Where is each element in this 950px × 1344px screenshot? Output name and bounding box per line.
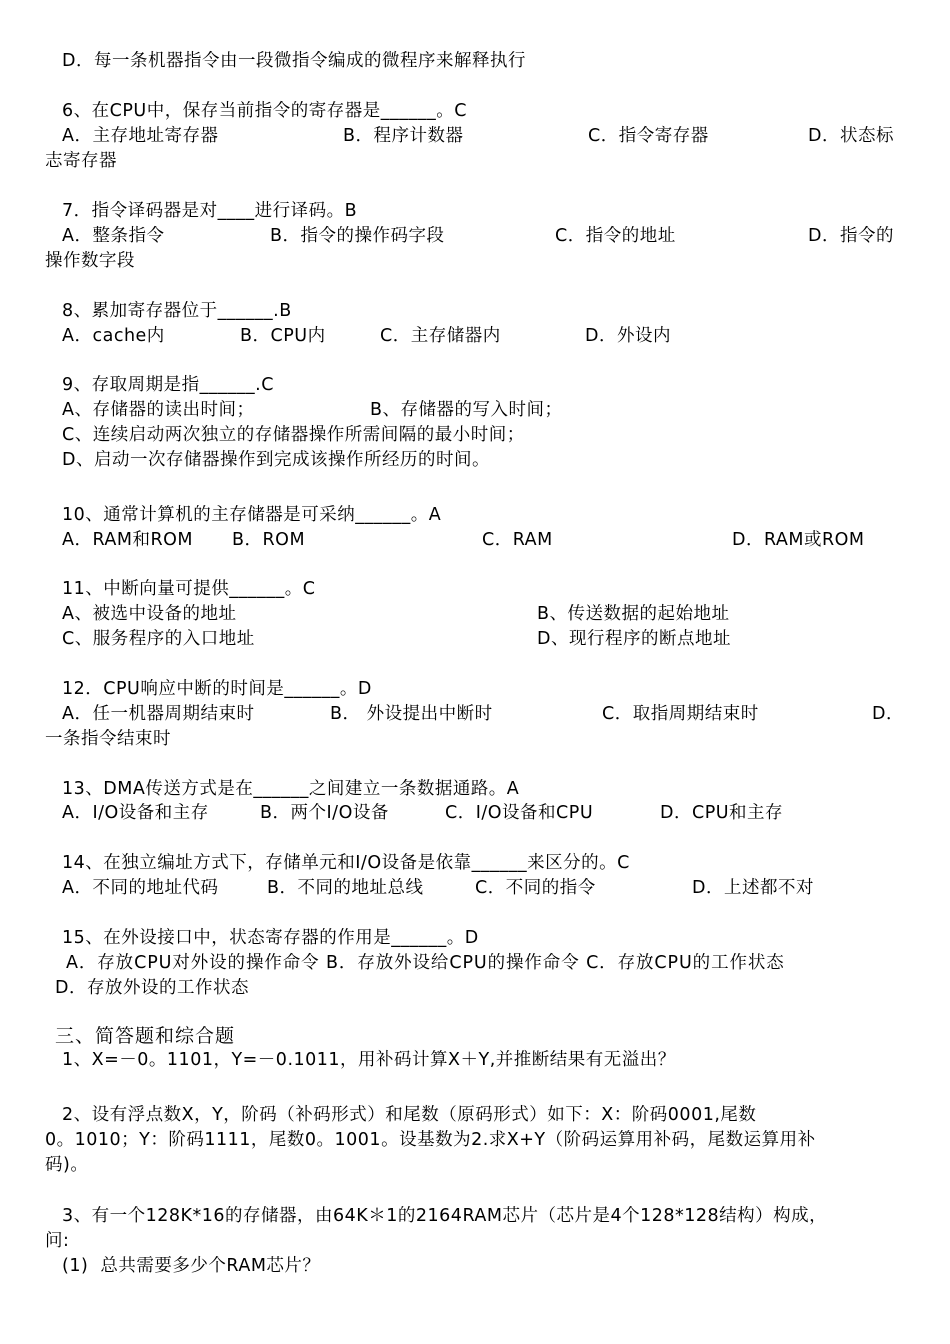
q6-stem: 6、在CPU中，保存当前指令的寄存器是______。C bbox=[62, 101, 467, 121]
q13-option-a: A．I/O设备和主存 bbox=[62, 803, 209, 823]
q9-option-b: B、存储器的写入时间； bbox=[370, 400, 563, 420]
q7-option-c: C．指令的地址 bbox=[555, 226, 676, 246]
q8-option-a: A．cache内 bbox=[62, 326, 165, 346]
s3-q3-line2: 问: bbox=[45, 1231, 70, 1251]
q12-option-c: C．取指周期结束时 bbox=[602, 704, 759, 724]
q10-option-a: A．RAM和ROM bbox=[62, 530, 194, 550]
q14-option-b: B．不同的地址总线 bbox=[267, 878, 424, 898]
q9-option-a: A、存储器的读出时间； bbox=[62, 400, 255, 420]
q8-option-d: D．外设内 bbox=[585, 326, 671, 346]
q14-option-a: A．不同的地址代码 bbox=[62, 878, 219, 898]
q11-option-d: D、现行程序的断点地址 bbox=[537, 629, 731, 649]
q10-option-b: B．ROM bbox=[232, 530, 306, 550]
q8-option-c: C．主存储器内 bbox=[380, 326, 501, 346]
q6-option-d: D．状态标 bbox=[808, 126, 894, 146]
section-heading: 三、简答题和综合题 bbox=[55, 1025, 236, 1047]
q10-option-d: D．RAM或ROM bbox=[732, 530, 865, 550]
s3-q1: 1、X=－0。1101，Y=－0.1011，用补码计算X＋Y,并推断结果有无溢出？ bbox=[62, 1050, 676, 1070]
s3-q2-line3: 码)。 bbox=[45, 1155, 89, 1175]
q12-stem: 12．CPU响应中断的时间是______。D bbox=[62, 679, 372, 699]
q13-option-d: D．CPU和主存 bbox=[660, 803, 784, 823]
q9-option-d: D、启动一次存储器操作到完成该操作所经历的时间。 bbox=[62, 450, 490, 470]
q12-option-b: B． 外设提出中断时 bbox=[330, 704, 493, 724]
q7-stem: 7．指令译码器是对____进行译码。B bbox=[62, 201, 358, 221]
q11-stem: 11、中断向量可提供______。C bbox=[62, 579, 316, 599]
s3-q3-sub1: (1) 总共需要多少个RAM芯片？ bbox=[62, 1256, 321, 1276]
q6-option-d-cont: 志寄存器 bbox=[45, 151, 117, 171]
q6-option-a: A．主存地址寄存器 bbox=[62, 126, 219, 146]
q14-stem: 14、在独立编址方式下，存储单元和I/O设备是依靠______来区分的。C bbox=[62, 853, 630, 873]
q13-option-c: C．I/O设备和CPU bbox=[445, 803, 594, 823]
q14-option-d: D．上述都不对 bbox=[692, 878, 814, 898]
q11-option-b: B、传送数据的起始地址 bbox=[537, 604, 730, 624]
q5-option-d: D．每一条机器指令由一段微指令编成的微程序来解释执行 bbox=[62, 51, 526, 71]
q11-option-a: A、被选中设备的地址 bbox=[62, 604, 237, 624]
q10-stem: 10、通常计算机的主存储器是可采纳______。A bbox=[62, 505, 442, 525]
q12-option-d: D． bbox=[872, 704, 904, 724]
q7-option-a: A．整条指令 bbox=[62, 226, 165, 246]
q14-option-c: C．不同的指令 bbox=[475, 878, 596, 898]
q7-option-d: D．指令的 bbox=[808, 226, 894, 246]
q7-option-d-cont: 操作数字段 bbox=[45, 251, 135, 271]
q7-option-b: B．指令的操作码字段 bbox=[270, 226, 445, 246]
q12-option-d-cont: 一条指令结束时 bbox=[45, 729, 171, 749]
q9-option-c: C、连续启动两次独立的存储器操作所需间隔的最小时间； bbox=[62, 425, 525, 445]
q11-option-c: C、服务程序的入口地址 bbox=[62, 629, 255, 649]
q15-stem: 15、在外设接口中，状态寄存器的作用是______。D bbox=[62, 928, 479, 948]
q6-option-c: C．指令寄存器 bbox=[588, 126, 709, 146]
q8-stem: 8、累加寄存器位于______.B bbox=[62, 301, 292, 321]
q15-options-abc: A．存放CPU对外设的操作命令 B．存放外设给CPU的操作命令 C．存放CPU的工作状态 bbox=[66, 953, 785, 973]
q8-option-b: B．CPU内 bbox=[240, 326, 326, 346]
q6-option-b: B．程序计数器 bbox=[343, 126, 464, 146]
q10-option-c: C．RAM bbox=[482, 530, 553, 550]
s3-q3-line1: 3、有一个128K*16的存储器，由64K＊1的2164RAM芯片（芯片是4个128*128结构）构成， bbox=[62, 1206, 828, 1226]
q13-stem: 13、DMA传送方式是在______之间建立一条数据通路。A bbox=[62, 779, 520, 799]
q13-option-b: B．两个I/O设备 bbox=[260, 803, 389, 823]
s3-q2-line1: 2、设有浮点数X，Y，阶码（补码形式）和尾数（原码形式）如下：X：阶码0001,尾数 bbox=[62, 1105, 757, 1125]
s3-q2-line2: 0。1010；Y：阶码1111，尾数0。1001。设基数为2.求X+Y（阶码运算用补码，尾数运算用补 bbox=[45, 1130, 816, 1150]
q9-stem: 9、存取周期是指______.C bbox=[62, 375, 274, 395]
q15-option-d: D．存放外设的工作状态 bbox=[55, 978, 249, 998]
q12-option-a: A．任一机器周期结束时 bbox=[62, 704, 255, 724]
